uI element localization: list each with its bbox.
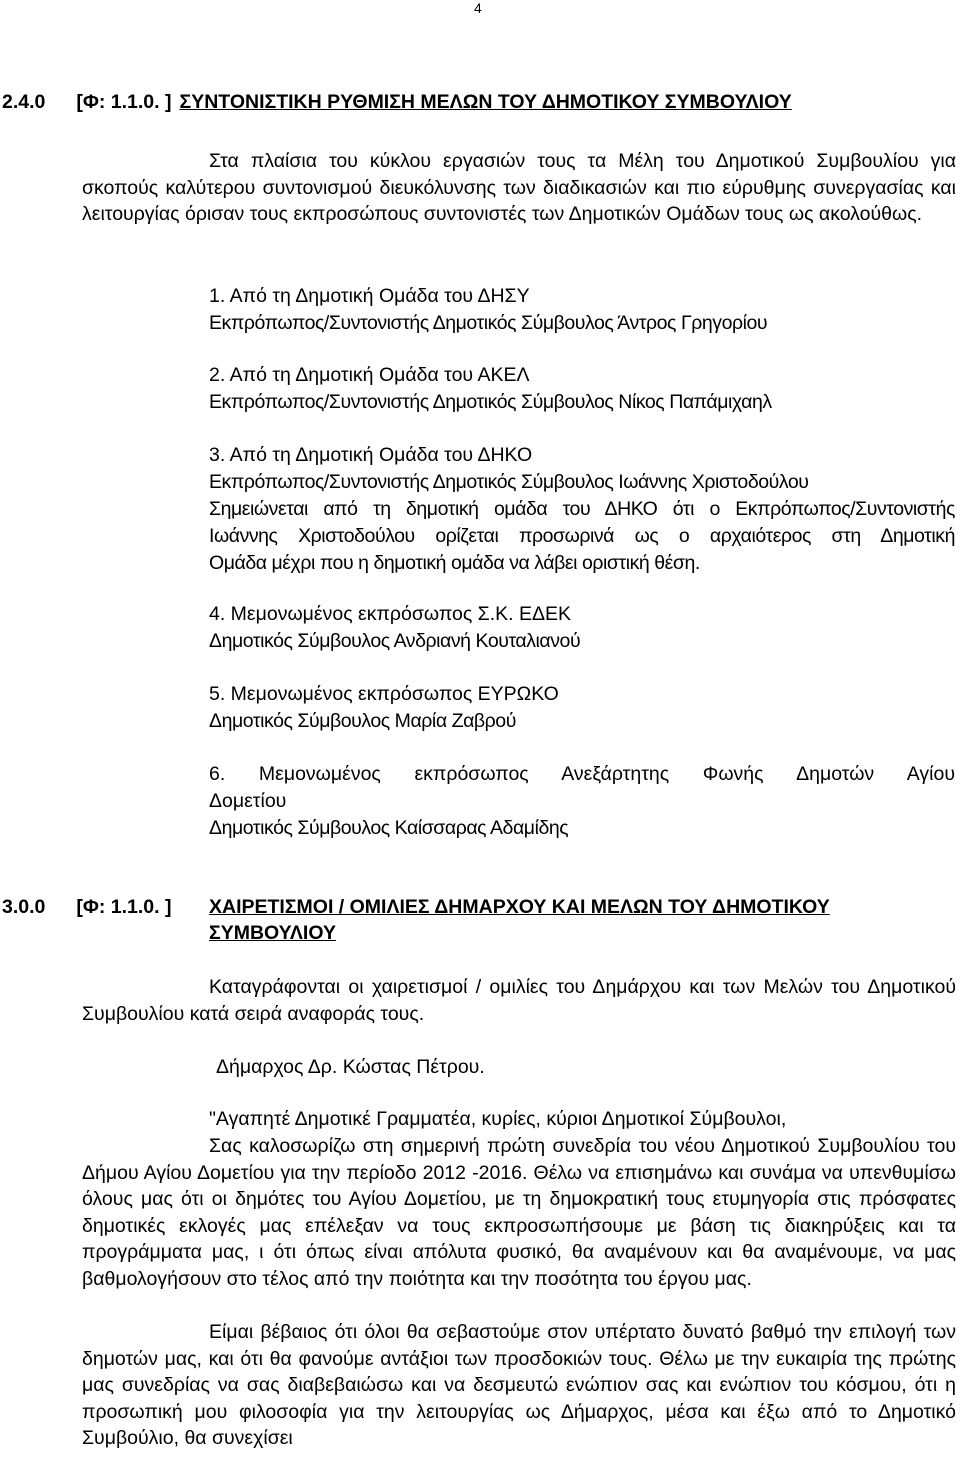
speech-greeting: "Αγαπητέ Δημοτικέ Γραμματέα, κυρίες, κύριοι Δημοτικοί Σύμβουλοι, <box>209 1108 787 1130</box>
item-2-detail: Εκπρόπωπος/Συντονιστής Δημοτικός Σύμβουλος Νίκος Παπάμιχαηλ <box>209 391 772 413</box>
note-line-3: Ομάδα μέχρι που η δημοτική ομάδα να λάβει οριστική θέση. <box>209 552 700 574</box>
section2-intro: Καταγράφονται οι χαιρετισμοί / ομιλίες του Δημάρχου και των Μελών του Δημοτικού Συμβουλίου κατά σειρά αναφοράς τους. <box>82 976 956 1025</box>
speech-paragraph-2: Είμαι βέβαιος ότι όλοι θα σεβαστούμε στον υπέρτατο δυνατό βαθμό την επιλογή των δημοτών μας, και ότι θα φανούμε αντάξιοι των προσδοκιών τους. Θέλω με την ευκαιρία της πρώτης μας συνεδρίας να σας διαβεβαιώσω και να δεσμευτώ ενώπιον σας και ενώπιον του κόσμου, ότι η προσωπική μου φιλοσοφία για την λειτουργίας ως Δήμαρχος, μέσα και έξω από το Δημοτικό Συμβούλιο, θα συνεχίσει <box>82 1321 956 1449</box>
note-line-2: Ιωάννης Χριστοδούλου ορίζεται προσωρινά ως ο αρχαιότερος στη Δημοτική <box>209 525 955 547</box>
section-title: ΧΑΙΡΕΤΙΣΜΟΙ / ΟΜΙΛΙΕΣ ΔΗΜΑΡΧΟΥ ΚΑΙ ΜΕΛΩΝ ΤΟΥ ΔΗΜΟΤΙΚΟΥ ΣΥΜΒΟΥΛΙΟΥ <box>209 896 830 944</box>
item-3-title: 3. Από τη Δημοτική Ομάδα του ΔΗΚΟ <box>209 444 533 466</box>
section-heading-2-4-0 <box>2 89 792 115</box>
section-number: 3.0.0 <box>2 896 46 918</box>
section1-intro: Στα πλαίσια του κύκλου εργασιών τους τα Μέλη του Δημοτικού Συμβουλίου για σκοπούς καλύτερου συντονισμού διευκόλυνσης των διαδικασιών και πιο εύρυθμης συνεργασίας και λειτουργίας όρισαν τους εκπροσώπους συντονιστές των Δημοτικών Ομάδων τους ως ακολούθως. <box>82 150 956 225</box>
item-1-title: 1. Από τη Δημοτική Ομάδα του ΔΗΣΥ <box>209 285 530 307</box>
note-line-1: Σημειώνεται από τη δημοτική ομάδα του ΔΗΚΟ ότι ο Εκπρόπωπος/Συντονιστής <box>209 498 955 520</box>
item-4-detail: Δημοτικός Σύμβουλος Ανδριανή Κουταλιανού <box>209 630 581 652</box>
item-2-title: 2. Από τη Δημοτική Ομάδα του ΑΚΕΛ <box>209 364 530 386</box>
section-code: [Φ: 1.1.0. ] <box>76 91 172 113</box>
section-heading-3-0-0 <box>2 894 172 920</box>
speaker-name: Δήμαρχος Δρ. Κώστας Πέτρου. <box>216 1056 485 1078</box>
page-number: 4 <box>474 0 482 16</box>
speech-paragraph-1: Σας καλοσωρίζω στη σημερινή πρώτη συνεδρία του νέου Δημοτικού Συμβουλίου του Δήμου Αγίου Δομετίου για την περίοδο 2012 -2016. Θέλω να επισημάνω και συνάμα να υπενθυμίσω όλους μας ότι οι δημότες του Αγίου Δομετίου, με τη δημοκρατική τους ετυμηγορία στις πρόσφατες δημοτικές εκλογές μας επέλεξαν να τους εκπροσωπήσουμε με βάση τις διακηρύξεις και τα προγράμματα μας, ι ότι όπως είναι απόλυτα φυσικό, θα αναμένουν και θα αναμένουμε, να μας βαθμολογήσουν στο τέλος από την ποιότητα και την ποσότητα του έργου μας. <box>82 1135 956 1290</box>
item-3-detail: Εκπρόπωπος/Συντονιστής Δημοτικός Σύμβουλος Ιωάννης Χριστοδούλου <box>209 471 809 493</box>
item-6-title-line1: 6. Μεμονωμένος εκπρόσωπος Ανεξάρτητης Φωνής Δημοτών Αγίου <box>209 763 955 785</box>
item-3-note <box>209 496 955 577</box>
section-code: [Φ: 1.1.0. ] <box>76 896 172 918</box>
item-6-title-line2: Δομετίου <box>209 790 287 812</box>
section-number: 2.4.0 <box>2 91 46 113</box>
item-6-detail: Δημοτικός Σύμβουλος Καίσσαρας Αδαμίδης <box>209 817 569 839</box>
item-1-detail: Εκπρόπωπος/Συντονιστής Δημοτικός Σύμβουλος Άντρος Γρηγορίου <box>209 312 768 334</box>
item-5-title: 5. Μεμονωμένος εκπρόσωπος ΕΥΡΩΚΟ <box>209 683 559 705</box>
item-5-detail: Δημοτικός Σύμβουλος Μαρία Ζαβρού <box>209 710 516 732</box>
item-4-title: 4. Μεμονωμένος εκπρόσωπος Σ.Κ. ΕΔΕΚ <box>209 603 572 625</box>
section-title: ΣΥΝΤΟΝΙΣΤΙΚΗ ΡΥΘΜΙΣΗ ΜΕΛΩΝ ΤΟΥ ΔΗΜΟΤΙΚΟΥ ΣΥΜΒΟΥΛΙΟΥ <box>179 91 792 113</box>
